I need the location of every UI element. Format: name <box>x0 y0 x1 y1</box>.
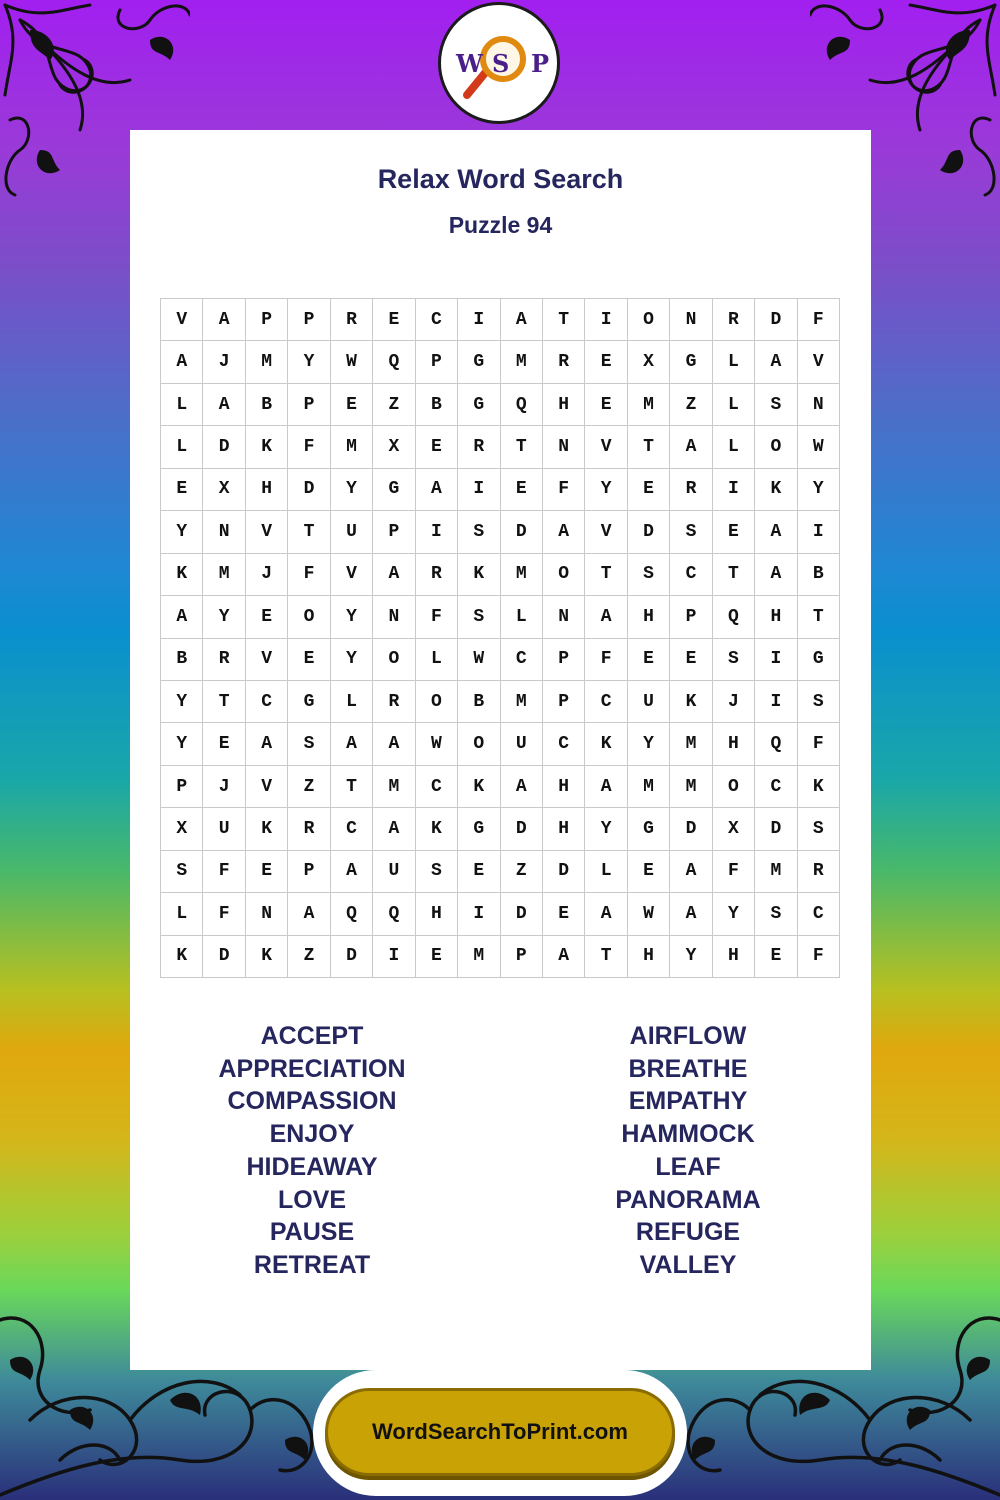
grid-cell[interactable]: L <box>416 639 458 681</box>
grid-cell[interactable]: P <box>543 681 585 723</box>
grid-cell[interactable]: M <box>628 384 670 426</box>
grid-cell[interactable]: E <box>458 851 500 893</box>
grid-cell[interactable]: S <box>416 851 458 893</box>
grid-cell[interactable]: A <box>543 936 585 978</box>
grid-cell[interactable]: M <box>628 766 670 808</box>
grid-cell[interactable]: Y <box>161 723 203 765</box>
grid-cell[interactable]: G <box>670 341 712 383</box>
grid-cell[interactable]: E <box>713 511 755 553</box>
grid-cell[interactable]: V <box>161 299 203 341</box>
grid-cell[interactable]: Z <box>288 766 330 808</box>
grid-cell[interactable]: T <box>331 766 373 808</box>
grid-cell[interactable]: L <box>585 851 627 893</box>
grid-cell[interactable]: H <box>543 384 585 426</box>
grid-cell[interactable]: F <box>585 639 627 681</box>
grid-cell[interactable]: P <box>501 936 543 978</box>
grid-cell[interactable]: H <box>543 766 585 808</box>
grid-cell[interactable]: V <box>585 426 627 468</box>
grid-cell[interactable]: T <box>543 299 585 341</box>
grid-cell[interactable]: B <box>246 384 288 426</box>
logo[interactable] <box>438 2 560 124</box>
grid-cell[interactable]: P <box>161 766 203 808</box>
grid-cell[interactable]: A <box>161 596 203 638</box>
grid-cell[interactable]: E <box>628 469 670 511</box>
grid-cell[interactable]: S <box>288 723 330 765</box>
grid-cell[interactable]: H <box>246 469 288 511</box>
grid-cell[interactable]: E <box>373 299 415 341</box>
grid-cell[interactable]: L <box>501 596 543 638</box>
grid-cell[interactable]: D <box>670 808 712 850</box>
grid-cell[interactable]: M <box>670 766 712 808</box>
grid-cell[interactable]: Q <box>373 341 415 383</box>
grid-cell[interactable]: I <box>458 893 500 935</box>
grid-cell[interactable]: F <box>288 554 330 596</box>
grid-cell[interactable]: Q <box>331 893 373 935</box>
grid-cell[interactable]: A <box>501 766 543 808</box>
grid-cell[interactable]: M <box>331 426 373 468</box>
grid-cell[interactable]: H <box>755 596 797 638</box>
grid-cell[interactable]: T <box>585 936 627 978</box>
grid-cell[interactable]: T <box>288 511 330 553</box>
grid-cell[interactable]: F <box>798 723 840 765</box>
grid-cell[interactable]: P <box>288 299 330 341</box>
grid-cell[interactable]: A <box>670 426 712 468</box>
grid-cell[interactable]: Y <box>288 341 330 383</box>
grid-cell[interactable]: N <box>543 596 585 638</box>
grid-cell[interactable]: M <box>670 723 712 765</box>
grid-cell[interactable]: Y <box>670 936 712 978</box>
grid-cell[interactable]: I <box>585 299 627 341</box>
grid-cell[interactable]: Y <box>161 511 203 553</box>
grid-cell[interactable]: D <box>501 511 543 553</box>
grid-cell[interactable]: Q <box>373 893 415 935</box>
grid-cell[interactable]: L <box>331 681 373 723</box>
grid-cell[interactable]: K <box>416 808 458 850</box>
grid-cell[interactable]: Z <box>373 384 415 426</box>
grid-cell[interactable]: M <box>501 681 543 723</box>
grid-cell[interactable]: D <box>331 936 373 978</box>
grid-cell[interactable]: N <box>670 299 712 341</box>
grid-cell[interactable]: C <box>798 893 840 935</box>
grid-cell[interactable]: I <box>458 469 500 511</box>
grid-cell[interactable]: P <box>670 596 712 638</box>
word-list-item: ENJOY <box>269 1120 355 1149</box>
grid-cell[interactable]: K <box>246 808 288 850</box>
grid-cell[interactable]: O <box>416 681 458 723</box>
word-list-item: HIDEAWAY <box>246 1152 378 1181</box>
grid-cell[interactable]: Y <box>628 723 670 765</box>
grid-cell[interactable]: D <box>288 469 330 511</box>
grid-cell[interactable]: W <box>331 341 373 383</box>
grid-cell[interactable]: M <box>373 766 415 808</box>
grid-cell[interactable]: C <box>331 808 373 850</box>
grid-cell[interactable]: S <box>628 554 670 596</box>
grid-cell[interactable]: J <box>203 341 245 383</box>
grid-cell[interactable]: E <box>585 384 627 426</box>
grid-cell[interactable]: I <box>798 511 840 553</box>
grid-cell[interactable]: E <box>416 426 458 468</box>
grid-cell[interactable]: T <box>203 681 245 723</box>
grid-cell[interactable]: D <box>203 426 245 468</box>
grid-cell[interactable]: G <box>288 681 330 723</box>
grid-cell[interactable]: K <box>458 554 500 596</box>
grid-cell[interactable]: B <box>416 384 458 426</box>
grid-cell[interactable]: U <box>203 808 245 850</box>
grid-cell[interactable]: R <box>373 681 415 723</box>
grid-cell[interactable]: X <box>373 426 415 468</box>
grid-cell[interactable]: U <box>373 851 415 893</box>
grid-cell[interactable]: A <box>246 723 288 765</box>
grid-cell[interactable]: C <box>585 681 627 723</box>
grid-cell[interactable]: A <box>585 596 627 638</box>
grid-cell[interactable]: D <box>543 851 585 893</box>
grid-cell[interactable]: L <box>713 341 755 383</box>
grid-cell[interactable]: H <box>713 936 755 978</box>
grid-cell[interactable]: E <box>543 893 585 935</box>
grid-cell[interactable]: Y <box>331 469 373 511</box>
grid-cell[interactable]: S <box>713 639 755 681</box>
word-list-left <box>152 1020 472 1282</box>
grid-cell[interactable]: C <box>543 723 585 765</box>
grid-cell[interactable]: P <box>288 851 330 893</box>
grid-cell[interactable]: C <box>755 766 797 808</box>
grid-cell[interactable]: Q <box>755 723 797 765</box>
grid-cell[interactable]: G <box>628 808 670 850</box>
grid-cell[interactable]: E <box>246 851 288 893</box>
word-list-right <box>528 1020 848 1282</box>
grid-cell[interactable]: S <box>161 851 203 893</box>
word-list-item: EMPATHY <box>628 1087 748 1116</box>
grid-cell[interactable]: T <box>713 554 755 596</box>
grid-cell[interactable]: I <box>373 936 415 978</box>
grid-cell[interactable]: R <box>798 851 840 893</box>
grid-cell[interactable]: H <box>628 936 670 978</box>
logo-letter-p: P <box>531 49 550 78</box>
grid-cell[interactable]: E <box>628 639 670 681</box>
grid-cell[interactable]: N <box>543 426 585 468</box>
word-list-item: PANORAMA <box>615 1185 761 1214</box>
grid-cell[interactable]: K <box>161 554 203 596</box>
grid-cell[interactable]: M <box>501 554 543 596</box>
grid-cell[interactable]: S <box>458 596 500 638</box>
grid-cell[interactable]: P <box>416 341 458 383</box>
grid-cell[interactable]: F <box>543 469 585 511</box>
grid-cell[interactable]: E <box>288 639 330 681</box>
grid-cell[interactable]: E <box>161 469 203 511</box>
grid-cell[interactable]: S <box>755 384 797 426</box>
grid-cell[interactable]: A <box>543 511 585 553</box>
grid-cell[interactable]: Y <box>713 893 755 935</box>
grid-cell[interactable]: S <box>458 511 500 553</box>
grid-cell[interactable]: V <box>798 341 840 383</box>
grid-cell[interactable]: F <box>416 596 458 638</box>
grid-cell[interactable]: D <box>755 808 797 850</box>
grid-cell[interactable]: K <box>161 936 203 978</box>
grid-cell[interactable]: K <box>246 936 288 978</box>
grid-cell[interactable]: H <box>416 893 458 935</box>
grid-cell[interactable]: J <box>203 766 245 808</box>
word-list-item: APPRECIATION <box>218 1054 406 1083</box>
grid-cell[interactable]: T <box>628 426 670 468</box>
grid-cell[interactable]: F <box>713 851 755 893</box>
grid-cell[interactable]: A <box>670 893 712 935</box>
grid-cell[interactable]: D <box>628 511 670 553</box>
grid-cell[interactable]: O <box>543 554 585 596</box>
grid-cell[interactable]: Z <box>288 936 330 978</box>
grid-cell[interactable]: Y <box>203 596 245 638</box>
grid-cell[interactable]: D <box>203 936 245 978</box>
grid-cell[interactable]: W <box>458 639 500 681</box>
grid-cell[interactable]: I <box>755 681 797 723</box>
grid-cell[interactable]: G <box>458 384 500 426</box>
grid-cell[interactable]: A <box>585 893 627 935</box>
grid-cell[interactable]: E <box>501 469 543 511</box>
grid-cell[interactable]: X <box>161 808 203 850</box>
grid-cell[interactable]: M <box>203 554 245 596</box>
grid-cell[interactable]: P <box>543 639 585 681</box>
grid-cell[interactable]: J <box>246 554 288 596</box>
grid-cell[interactable]: C <box>246 681 288 723</box>
grid-cell[interactable]: L <box>161 893 203 935</box>
grid-cell[interactable]: W <box>798 426 840 468</box>
word-list-item: ACCEPT <box>260 1022 364 1050</box>
grid-cell[interactable]: X <box>628 341 670 383</box>
grid-cell[interactable]: O <box>628 299 670 341</box>
grid-cell[interactable]: C <box>670 554 712 596</box>
grid-cell[interactable]: Q <box>501 384 543 426</box>
grid-cell[interactable]: K <box>246 426 288 468</box>
grid-cell[interactable]: U <box>628 681 670 723</box>
grid-cell[interactable]: P <box>288 384 330 426</box>
word-list-item: AIRFLOW <box>629 1022 747 1050</box>
grid-cell[interactable]: E <box>331 384 373 426</box>
grid-cell[interactable]: V <box>246 639 288 681</box>
grid-cell[interactable]: R <box>203 639 245 681</box>
grid-cell[interactable]: K <box>755 469 797 511</box>
word-list-item: COMPASSION <box>227 1087 397 1116</box>
grid-cell[interactable]: K <box>585 723 627 765</box>
grid-cell[interactable]: B <box>798 554 840 596</box>
grid-cell[interactable]: A <box>331 851 373 893</box>
grid-cell[interactable]: M <box>458 936 500 978</box>
grid-cell[interactable]: S <box>670 511 712 553</box>
puzzle-card <box>130 130 871 1370</box>
grid-cell[interactable]: T <box>501 426 543 468</box>
grid-cell[interactable]: A <box>501 299 543 341</box>
grid-cell[interactable]: A <box>373 723 415 765</box>
grid-cell[interactable]: J <box>713 681 755 723</box>
grid-cell[interactable]: A <box>161 341 203 383</box>
grid-cell[interactable]: K <box>458 766 500 808</box>
grid-cell[interactable]: G <box>458 341 500 383</box>
grid-cell[interactable]: I <box>755 639 797 681</box>
grid-cell[interactable]: A <box>203 384 245 426</box>
grid-cell[interactable]: A <box>755 554 797 596</box>
grid-cell[interactable]: E <box>416 936 458 978</box>
grid-cell[interactable]: M <box>755 851 797 893</box>
word-list-item: REFUGE <box>635 1218 741 1247</box>
grid-cell[interactable]: R <box>288 808 330 850</box>
grid-cell[interactable]: E <box>246 596 288 638</box>
grid-cell[interactable]: G <box>798 639 840 681</box>
grid-cell[interactable]: S <box>755 893 797 935</box>
grid-cell[interactable]: O <box>373 639 415 681</box>
grid-cell[interactable]: T <box>585 554 627 596</box>
grid-cell[interactable]: Y <box>798 469 840 511</box>
grid-cell[interactable]: B <box>458 681 500 723</box>
grid-cell[interactable]: L <box>713 426 755 468</box>
grid-cell[interactable]: G <box>458 808 500 850</box>
grid-cell[interactable]: F <box>288 426 330 468</box>
grid-cell[interactable]: Q <box>713 596 755 638</box>
grid-cell[interactable]: I <box>458 299 500 341</box>
word-list-item: LOVE <box>277 1185 347 1214</box>
grid-cell[interactable]: V <box>331 554 373 596</box>
grid-cell[interactable]: F <box>798 936 840 978</box>
grid-cell[interactable]: A <box>670 851 712 893</box>
grid-cell[interactable]: E <box>670 639 712 681</box>
grid-cell[interactable]: A <box>755 511 797 553</box>
grid-cell[interactable]: N <box>373 596 415 638</box>
grid-cell[interactable]: U <box>331 511 373 553</box>
grid-cell[interactable]: B <box>161 639 203 681</box>
grid-cell[interactable]: P <box>373 511 415 553</box>
grid-cell[interactable]: I <box>416 511 458 553</box>
grid-cell[interactable]: R <box>543 341 585 383</box>
grid-cell[interactable]: E <box>203 723 245 765</box>
grid-cell[interactable]: F <box>203 893 245 935</box>
grid-cell[interactable]: V <box>246 766 288 808</box>
grid-cell[interactable]: L <box>713 384 755 426</box>
letter-grid <box>160 298 840 978</box>
logo-letter-w: W <box>456 49 483 78</box>
grid-cell[interactable]: R <box>670 469 712 511</box>
grid-cell[interactable]: M <box>246 341 288 383</box>
grid-cell[interactable]: R <box>458 426 500 468</box>
grid-cell[interactable]: O <box>713 766 755 808</box>
grid-cell[interactable]: X <box>203 469 245 511</box>
grid-cell[interactable]: D <box>501 893 543 935</box>
grid-cell[interactable]: A <box>416 469 458 511</box>
grid-cell[interactable]: C <box>416 766 458 808</box>
grid-cell[interactable]: Y <box>161 681 203 723</box>
word-list-item: PAUSE <box>269 1218 355 1247</box>
grid-cell[interactable]: W <box>416 723 458 765</box>
grid-cell[interactable]: R <box>713 299 755 341</box>
grid-cell[interactable]: K <box>670 681 712 723</box>
grid-cell[interactable]: Y <box>331 639 373 681</box>
grid-cell[interactable]: F <box>203 851 245 893</box>
grid-cell[interactable]: O <box>458 723 500 765</box>
grid-cell[interactable]: A <box>585 766 627 808</box>
grid-cell[interactable]: M <box>501 341 543 383</box>
grid-cell[interactable]: L <box>161 384 203 426</box>
grid-cell[interactable]: F <box>798 299 840 341</box>
grid-cell[interactable]: C <box>416 299 458 341</box>
grid-cell[interactable]: S <box>798 808 840 850</box>
grid-cell[interactable]: C <box>501 639 543 681</box>
grid-cell[interactable]: O <box>288 596 330 638</box>
grid-cell[interactable]: V <box>246 511 288 553</box>
grid-cell[interactable]: Z <box>501 851 543 893</box>
website-link-button[interactable]: WordSearchToPrint.com <box>325 1388 675 1476</box>
grid-cell[interactable]: L <box>161 426 203 468</box>
grid-cell[interactable]: O <box>755 426 797 468</box>
grid-cell[interactable]: V <box>585 511 627 553</box>
grid-cell[interactable]: R <box>331 299 373 341</box>
grid-cell[interactable]: D <box>755 299 797 341</box>
grid-cell[interactable]: G <box>373 469 415 511</box>
grid-cell[interactable]: E <box>628 851 670 893</box>
grid-cell[interactable]: R <box>416 554 458 596</box>
grid-cell[interactable]: A <box>755 341 797 383</box>
word-list-item: RETREAT <box>253 1250 371 1279</box>
grid-cell[interactable]: N <box>798 384 840 426</box>
grid-cell[interactable]: E <box>585 341 627 383</box>
grid-cell[interactable]: A <box>203 299 245 341</box>
grid-cell[interactable]: A <box>373 554 415 596</box>
grid-cell[interactable]: A <box>331 723 373 765</box>
grid-cell[interactable]: A <box>288 893 330 935</box>
grid-cell[interactable]: E <box>755 936 797 978</box>
grid-cell[interactable]: N <box>246 893 288 935</box>
grid-cell[interactable]: S <box>798 681 840 723</box>
grid-cell[interactable]: Y <box>331 596 373 638</box>
grid-cell[interactable]: I <box>713 469 755 511</box>
grid-cell[interactable]: P <box>246 299 288 341</box>
grid-cell[interactable]: N <box>203 511 245 553</box>
grid-cell[interactable]: U <box>501 723 543 765</box>
grid-cell[interactable]: K <box>798 766 840 808</box>
grid-cell[interactable]: W <box>628 893 670 935</box>
word-list-item: HAMMOCK <box>621 1120 755 1149</box>
grid-cell[interactable]: Z <box>670 384 712 426</box>
logo-letter-s: S <box>492 49 510 78</box>
word-list-item: VALLEY <box>639 1250 737 1279</box>
puzzle-number: Puzzle 94 <box>448 212 553 238</box>
grid-cell[interactable]: H <box>543 808 585 850</box>
grid-cell[interactable]: A <box>373 808 415 850</box>
grid-cell[interactable]: X <box>713 808 755 850</box>
page-title: Relax Word Search <box>377 164 624 194</box>
grid-cell[interactable]: T <box>798 596 840 638</box>
grid-cell[interactable]: H <box>713 723 755 765</box>
word-list-item: BREATHE <box>628 1054 748 1083</box>
grid-cell[interactable]: D <box>501 808 543 850</box>
grid-cell[interactable]: H <box>628 596 670 638</box>
word-list-item: LEAF <box>655 1152 721 1181</box>
grid-cell[interactable]: Y <box>585 808 627 850</box>
grid-cell[interactable]: Y <box>585 469 627 511</box>
